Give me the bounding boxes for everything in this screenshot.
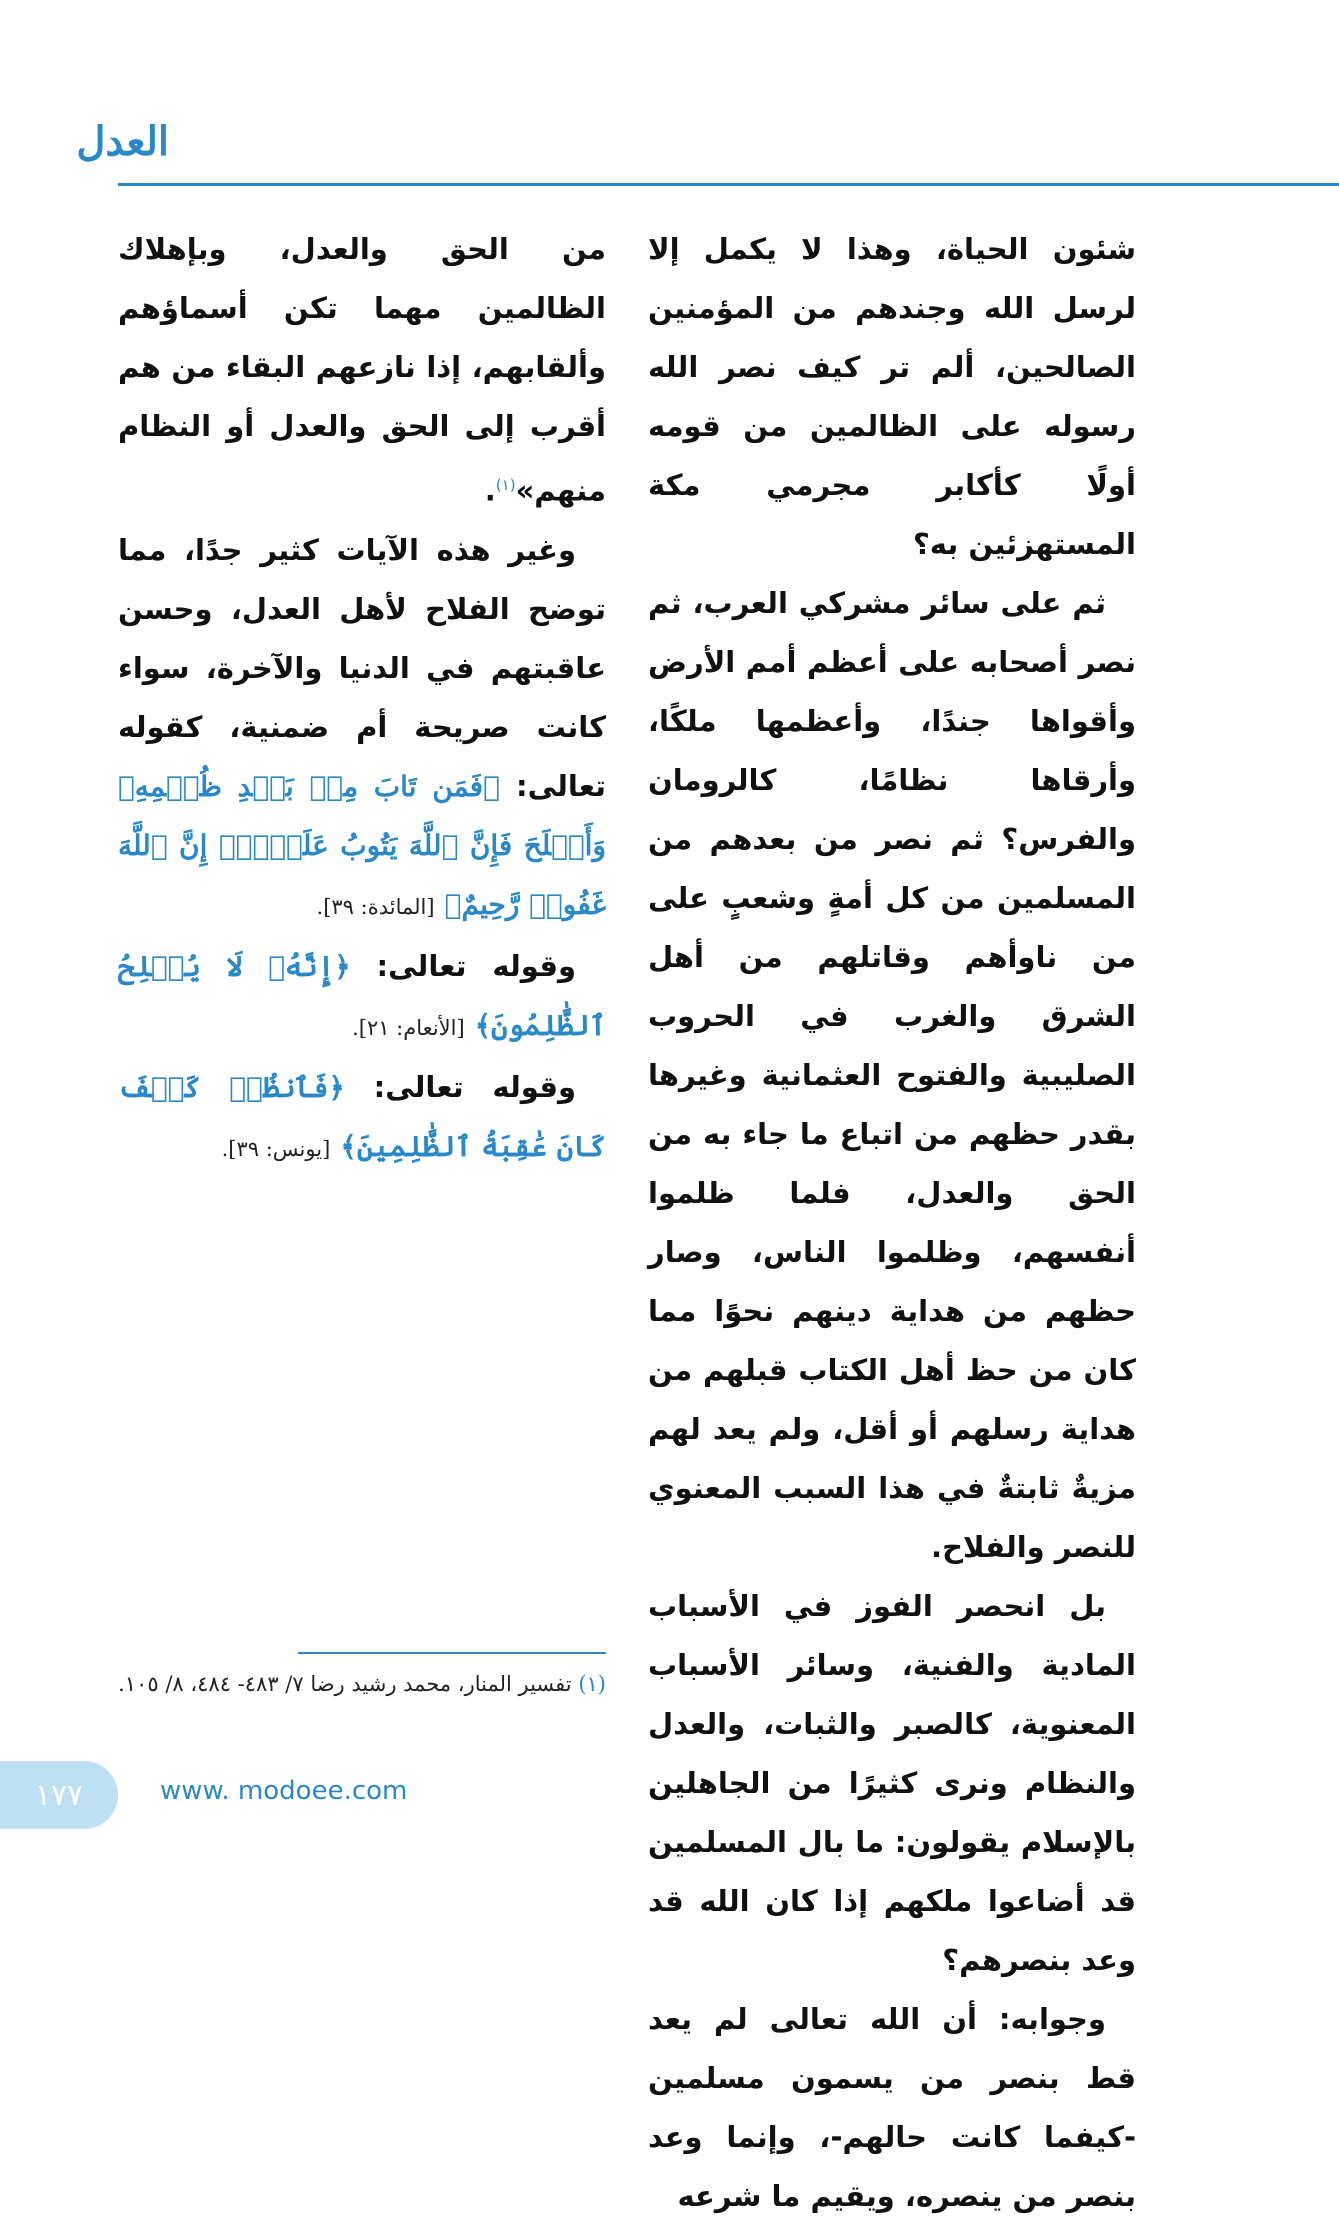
left-paragraph-4-text: وقوله تعالى: bbox=[373, 1069, 576, 1104]
footnote-marker: (١) bbox=[578, 1672, 606, 1696]
footnote-reference[interactable]: (١) bbox=[495, 476, 516, 494]
left-paragraph-1 bbox=[118, 220, 606, 521]
left-paragraph-4 bbox=[118, 1058, 606, 1179]
quran-verse-maidah: ﴿فَمَن تَابَ مِنۢ بَعۡدِ ظُلۡمِهِۦ وَأَصۡلَحَ فَإِنَّ ٱللَّهَ يَتُوبُ عَلَيۡهِۚ إِنَّ ٱللَّهَ غَفُورٞ رَّحِيمٌ﴾ bbox=[118, 769, 606, 921]
quran-verse-anam: ﴿إِنَّهُۥ لَا يُفۡلِحُ ٱلظَّٰلِمُونَ﴾ bbox=[118, 949, 606, 1042]
verse-reference-yunus: [يونس: ٣٩]. bbox=[221, 1136, 331, 1161]
right-paragraph-4: وجوابه: أن الله تعالى لم يعد قط بنصر من يسمون مسلمين -كيفما كانت حالهم-، وإنما وعد بنصر من ينصره، ويقيم ما شرعه bbox=[648, 2002, 1136, 2213]
quran-verse-yunus: ﴿فَٱنظُرۡ كَيۡفَ كَانَ عَٰقِبَةُ ٱلظَّٰلِمِينَ﴾ bbox=[118, 1070, 606, 1163]
page-number-tab bbox=[0, 1761, 118, 1829]
page-header-title: العدل bbox=[76, 118, 169, 165]
left-text-column bbox=[118, 220, 606, 1179]
page-number: ١٧٧ bbox=[34, 1777, 84, 1813]
right-paragraph-3: بل انحصر الفوز في الأسباب المادية والفنية، وسائر الأسباب المعنوية، كالصبر والثبات، والعدل والنظام ونرى كثيرًا من الجاهلين بالإسلام يقولون: ما بال المسلمين قد أضاعوا ملكهم إذا كان الله قد وعد بنصرهم؟ bbox=[648, 1589, 1136, 1977]
left-paragraph-2-text: وغير هذه الآيات كثير جدًا، مما توضح الفلاح لأهل العدل، وحسن عاقبتهم في الدنيا والآخرة، سواء كانت صريحة أم ضمنية، كقوله تعالى: bbox=[118, 532, 606, 803]
footnote bbox=[118, 1668, 606, 1701]
left-paragraph-1-text: من الحق والعدل، وبإهلاك الظالمين مهما تكن أسماؤهم وألقابهم، إذا نازعهم البقاء من هم أقرب إلى الحق والعدل أو النظام منهم» bbox=[118, 232, 606, 508]
header-divider bbox=[118, 183, 1339, 186]
right-text-column bbox=[648, 220, 1136, 2226]
website-link[interactable]: www. modoee.com bbox=[160, 1776, 408, 1806]
footnote-text: تفسير المنار، محمد رشيد رضا ٧/ ٤٨٣- ٤٨٤، ٨/ ١٠٥. bbox=[118, 1672, 572, 1696]
left-paragraph-2 bbox=[118, 521, 606, 937]
left-paragraph-3 bbox=[118, 937, 606, 1058]
footnote-divider bbox=[298, 1652, 606, 1654]
left-paragraph-1-end: . bbox=[484, 473, 496, 508]
verse-reference-maidah: [المائدة: ٣٩]. bbox=[316, 894, 435, 919]
verse-reference-anam: [الأنعام: ٢١]. bbox=[352, 1015, 465, 1040]
right-paragraph-2: ثم على سائر مشركي العرب، ثم نصر أصحابه على أعظم أمم الأرض وأقواها جندًا، وأعظمها ملكًا، وأرقاها نظامًا، كالرومان والفرس؟ ثم نصر من بعدهم من المسلمين من كل أمةٍ وشعبٍ على من ناوأهم وقاتلهم من أهل الشرق والغرب في الحروب الصليبية والفتوح العثمانية وغيرها بقدر حظهم من اتباع ما جاء به من الحق والعدل، فلما ظلموا أنفسهم، وظلموا الناس، وصار حظهم من هداية دينهم نحوًا مما كان من حظ أهل الكتاب قبلهم من هداية رسلهم أو أقل، ولم يعد لهم مزيةٌ ثابتةٌ في هذا السبب المعنوي للنصر والفلاح. bbox=[648, 586, 1136, 1564]
right-paragraph-1: شئون الحياة، وهذا لا يكمل إلا لرسل الله وجندهم من المؤمنين الصالحين، ألم تر كيف نصر الله رسوله على الظالمين من قومه أولًا كأكابر مجرمي مكة المستهزئين به؟ bbox=[648, 232, 1136, 561]
left-paragraph-3-text: وقوله تعالى: bbox=[376, 948, 576, 983]
